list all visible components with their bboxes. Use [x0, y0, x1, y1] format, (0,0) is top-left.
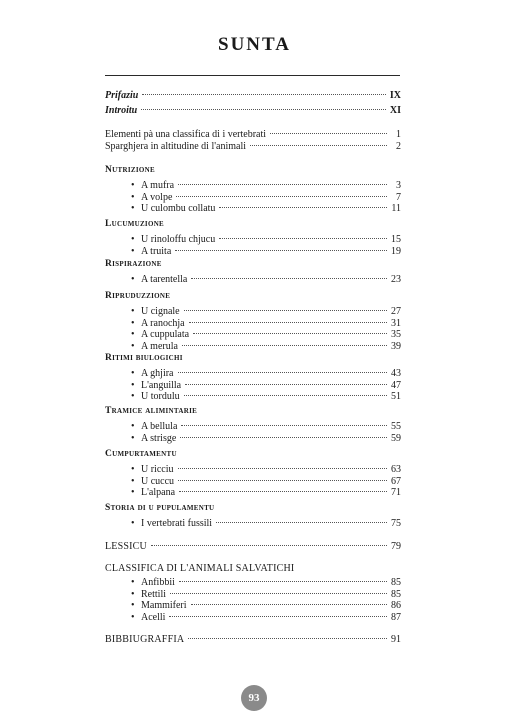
- toc-entry[interactable]: [105, 390, 401, 403]
- bullet-icon: •: [131, 487, 135, 498]
- toc-label-text: A volpe: [141, 191, 173, 203]
- leader-dots: [178, 468, 388, 469]
- bullet-icon: •: [131, 203, 135, 214]
- section-heading: Lucumuzione: [105, 219, 165, 229]
- toc-label-text: A strisge: [141, 432, 177, 444]
- toc-page: IX: [389, 90, 401, 101]
- toc-entry[interactable]: [105, 273, 401, 286]
- toc-label-text: A ranochja: [141, 317, 185, 329]
- toc-label-text: Mammiferi: [141, 600, 187, 611]
- toc-label: [105, 273, 187, 286]
- page-number-badge: 93: [241, 685, 267, 711]
- toc-label-text: U culombu collatu: [141, 203, 216, 214]
- toc-page: 19: [391, 245, 401, 257]
- toc-label: Prifaziu: [105, 90, 139, 101]
- toc-label-text: A cuppulata: [141, 329, 190, 340]
- toc-page: 86: [391, 600, 401, 611]
- leader-dots: [175, 250, 387, 251]
- bullet-icon: •: [131, 391, 135, 402]
- toc-label-text: Anfibbii: [141, 577, 175, 588]
- toc-page: 2: [396, 141, 401, 152]
- toc-entry[interactable]: [105, 517, 401, 530]
- leader-dots: [184, 310, 387, 311]
- toc-label: [105, 390, 180, 403]
- leader-dots: [189, 322, 387, 323]
- bullet-icon: •: [131, 274, 135, 285]
- leader-dots: [141, 109, 386, 110]
- toc-label-text: U cignale: [141, 306, 180, 317]
- toc-page: 67: [391, 475, 401, 487]
- leader-dots: [191, 278, 387, 279]
- toc-entry[interactable]: [105, 611, 401, 624]
- leader-dots: [169, 616, 387, 617]
- bullet-icon: •: [131, 600, 135, 611]
- toc-page: 63: [391, 464, 401, 475]
- toc-label-text: A bellula: [141, 421, 178, 432]
- toc-entry[interactable]: [105, 245, 401, 258]
- toc-label-text: U cuccu: [141, 475, 175, 487]
- toc-label: LESSICU: [105, 541, 147, 552]
- toc-page: 27: [391, 306, 401, 317]
- leader-dots: [180, 437, 387, 438]
- toc-label: Elementi pà una classifica di i vertebrati: [105, 129, 267, 140]
- section-heading: Nutrizione: [105, 165, 155, 175]
- toc-label-text: I vertebrati fussili: [141, 518, 213, 529]
- toc-label: [105, 432, 176, 445]
- toc-page: 55: [391, 421, 401, 432]
- toc-label-text: A ghjira: [141, 368, 174, 379]
- leader-dots: [178, 480, 387, 481]
- toc-entry[interactable]: [105, 486, 401, 499]
- bullet-icon: •: [131, 329, 135, 340]
- toc-page: 1: [396, 129, 401, 140]
- leader-dots: [151, 545, 387, 546]
- toc-label: Sparghjera in altitudine di l'animali: [105, 141, 247, 152]
- bullet-icon: •: [131, 317, 135, 329]
- leader-dots: [185, 384, 387, 385]
- bullet-icon: •: [131, 306, 135, 317]
- toc-page: 23: [391, 274, 401, 285]
- toc-label: [105, 202, 215, 215]
- classifica-heading: [105, 562, 401, 575]
- toc-label: [105, 517, 212, 530]
- leader-dots: [178, 184, 387, 185]
- toc-label-text: Rettili: [141, 588, 166, 600]
- toc-page: XI: [389, 105, 401, 116]
- section-heading: Cumpurtamentu: [105, 449, 177, 459]
- leader-dots: [170, 593, 387, 594]
- leader-dots: [178, 372, 388, 373]
- toc-page: 91: [391, 634, 401, 645]
- toc-page: 15: [391, 234, 401, 245]
- toc-page: 59: [391, 432, 401, 444]
- toc-label: [105, 486, 175, 499]
- toc-page: 79: [391, 541, 401, 552]
- page-title: SUNTA: [218, 34, 291, 55]
- bullet-icon: •: [131, 475, 135, 487]
- section-heading: Storia di u pupulamentu: [105, 503, 215, 513]
- toc-label: Introitu: [105, 105, 138, 116]
- bullet-icon: •: [131, 421, 135, 432]
- section-heading: Ritimi biulogichi: [105, 353, 183, 363]
- bullet-icon: •: [131, 379, 135, 391]
- toc-page: 47: [391, 379, 401, 391]
- toc-page: 35: [391, 329, 401, 340]
- toc-label-text: U ricciu: [141, 464, 174, 475]
- toc-label-text: U tordulu: [141, 391, 180, 402]
- toc-page: 39: [391, 340, 401, 352]
- leader-dots: [179, 491, 387, 492]
- leader-dots: [219, 207, 387, 208]
- section-heading: Rispirazione: [105, 259, 162, 269]
- bullet-icon: •: [131, 245, 135, 257]
- leader-dots: [184, 395, 387, 396]
- toc-page: 11: [391, 203, 401, 214]
- bullet-icon: •: [131, 588, 135, 600]
- bullet-icon: •: [131, 518, 135, 529]
- leader-dots: [270, 133, 387, 134]
- toc-label-text: A tarentella: [141, 274, 188, 285]
- toc-page: 7: [396, 191, 401, 203]
- toc-entry-sparghjera[interactable]: [105, 140, 401, 153]
- leader-dots: [191, 604, 387, 605]
- section-heading: Ripruduzzione: [105, 291, 171, 301]
- toc-label-text: L'alpana: [141, 487, 176, 498]
- section-heading: Tramice alimintarie: [105, 406, 198, 416]
- leader-dots: [142, 94, 386, 95]
- toc-label-text: A truita: [141, 245, 172, 257]
- toc-entry[interactable]: [105, 340, 401, 353]
- toc-label: BIBBIUGRAFFIA: [105, 634, 185, 645]
- leader-dots: [176, 196, 387, 197]
- toc-label: [105, 245, 171, 258]
- toc-page: 85: [391, 577, 401, 588]
- toc-entry-prifaziu[interactable]: [105, 89, 401, 102]
- toc-label-text: A mufra: [141, 180, 175, 191]
- bullet-icon: •: [131, 577, 135, 588]
- toc-entry-bibbiugraffia[interactable]: [105, 633, 401, 646]
- toc-entry-lessicu[interactable]: [105, 540, 401, 553]
- bullet-icon: •: [131, 432, 135, 444]
- toc-label-text: A merula: [141, 340, 178, 352]
- top-rule: [105, 75, 400, 76]
- leader-dots: [181, 425, 387, 426]
- bullet-icon: •: [131, 464, 135, 475]
- toc-entry-introitu[interactable]: [105, 104, 401, 117]
- leader-dots: [179, 581, 387, 582]
- toc-label: CLASSIFICA DI L'ANIMALI SALVATICHI: [105, 563, 295, 574]
- toc-page: 43: [391, 368, 401, 379]
- leader-dots: [250, 145, 387, 146]
- leader-dots: [188, 638, 387, 639]
- toc-label-text: Acelli: [141, 611, 166, 623]
- toc-page: 71: [391, 487, 401, 498]
- leader-dots: [193, 333, 387, 334]
- toc-page: 51: [391, 391, 401, 402]
- leader-dots: [182, 345, 387, 346]
- toc-entry[interactable]: [105, 432, 401, 445]
- bullet-icon: •: [131, 191, 135, 203]
- toc-label-text: L'anguilla: [141, 379, 182, 391]
- bullet-icon: •: [131, 340, 135, 352]
- bullet-icon: •: [131, 368, 135, 379]
- toc-label: [105, 611, 165, 624]
- toc-page: 3: [396, 180, 401, 191]
- leader-dots: [219, 238, 387, 239]
- toc-page: 31: [391, 317, 401, 329]
- bullet-icon: •: [131, 180, 135, 191]
- bullet-icon: •: [131, 611, 135, 623]
- bullet-icon: •: [131, 234, 135, 245]
- toc-label-text: U rinoloffu chjucu: [141, 234, 216, 245]
- toc-page: 87: [391, 611, 401, 623]
- toc-page: 85: [391, 588, 401, 600]
- toc-label: [105, 340, 178, 353]
- leader-dots: [216, 522, 387, 523]
- toc-page: 75: [391, 518, 401, 529]
- toc-entry[interactable]: [105, 202, 401, 215]
